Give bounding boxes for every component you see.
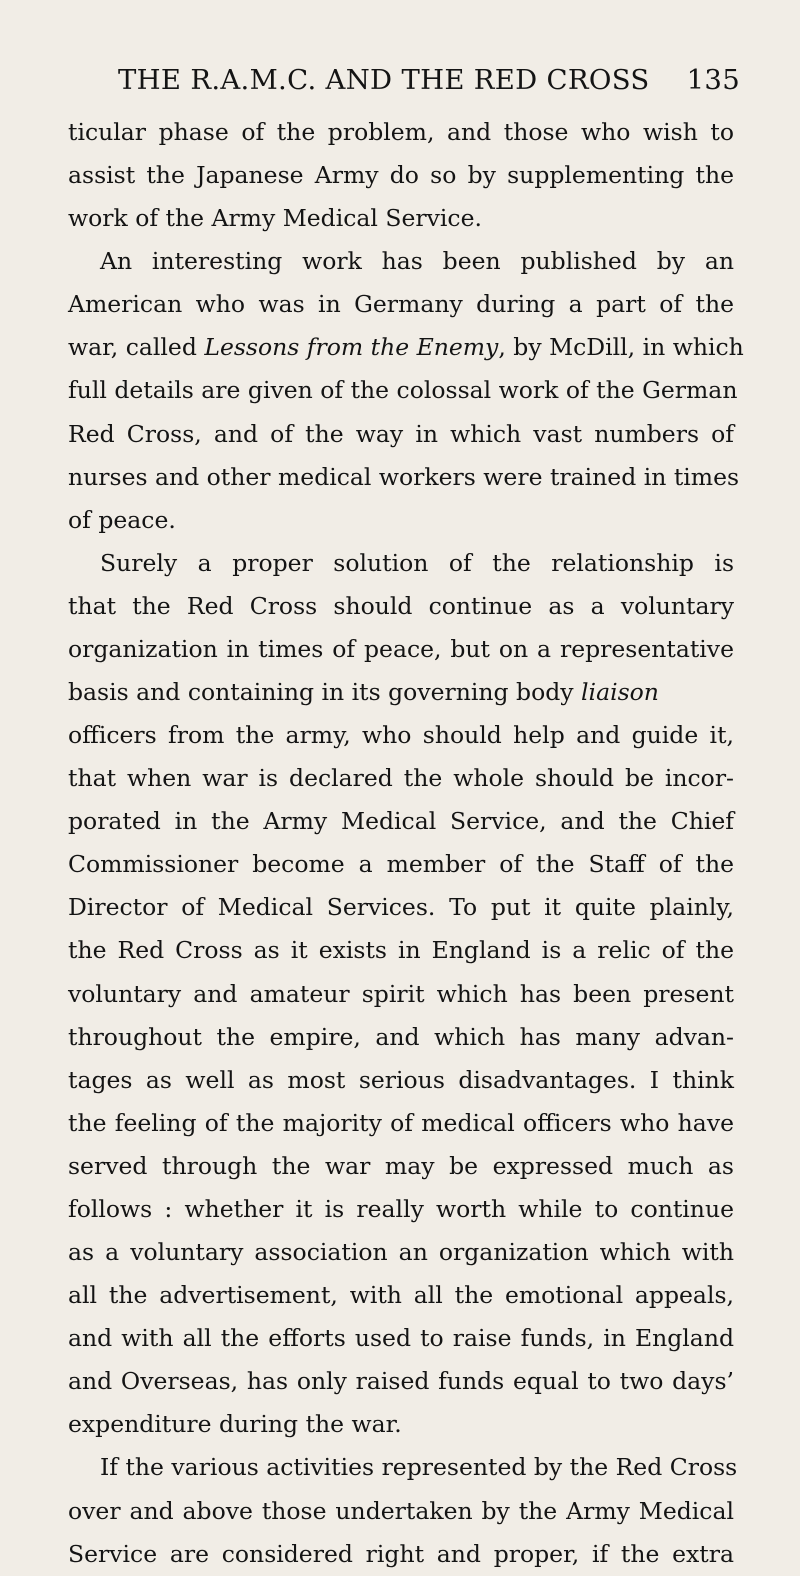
italic-text: Lessons from the Enemy <box>204 333 499 362</box>
text-segment: nurses and other medical workers were trained in times <box>68 462 740 491</box>
text-segment: officers from the army, who should help and guide it, <box>68 721 734 750</box>
running-head <box>118 60 740 100</box>
text-segment: Red Cross, and of the way in which vast numbers of <box>68 419 734 448</box>
text-line <box>68 628 734 671</box>
running-title: THE R.A.M.C. AND THE RED CROSS <box>118 64 650 96</box>
page-number: 135 <box>686 64 740 96</box>
text-line <box>68 1016 734 1059</box>
text-segment: tages as well as most serious disadvantages. I think <box>68 1065 734 1094</box>
text-line <box>68 800 734 843</box>
text-segment: follows : whether it is really worth while to continue <box>68 1194 734 1223</box>
text-line <box>68 1145 734 1188</box>
text-line <box>68 542 734 585</box>
text-line <box>68 1231 734 1274</box>
text-line <box>68 456 740 499</box>
text-segment: and with all the efforts used to raise funds, in England <box>68 1324 734 1353</box>
text-segment: served through the war may be expressed much as <box>68 1151 734 1180</box>
text-segment: that the Red Cross should continue as a voluntary <box>68 591 734 620</box>
text-segment: full details are given of the colossal work of the German <box>68 376 738 405</box>
text-segment: the feeling of the majority of medical officers who have <box>68 1108 734 1137</box>
italic-text: liaison <box>581 678 659 707</box>
text-line <box>68 1360 734 1403</box>
text-line <box>68 1102 734 1145</box>
text-line <box>68 973 734 1016</box>
text-segment: voluntary and amateur spirit which has been present <box>68 979 734 1008</box>
text-segment: over and above those undertaken by the Army Medical <box>68 1496 734 1525</box>
text-line <box>68 283 734 326</box>
text-line <box>68 714 734 757</box>
text-segment: as a voluntary association an organization which with <box>68 1238 734 1267</box>
text-segment: ticular phase of the problem, and those who wish to <box>68 118 734 146</box>
text-line <box>68 111 734 154</box>
text-line <box>68 1490 734 1533</box>
text-line <box>68 369 738 412</box>
text-line <box>68 1403 734 1446</box>
text-line <box>68 1317 734 1360</box>
text-line <box>68 585 734 628</box>
text-line <box>68 1188 734 1231</box>
text-segment: Surely a proper solution of the relationship is <box>100 548 734 577</box>
text-segment: the Red Cross as it exists in England is a relic of the <box>68 936 734 965</box>
text-line <box>68 197 734 240</box>
text-segment: An interesting work has been published by an <box>100 247 734 276</box>
text-line <box>68 886 734 929</box>
text-segment: American who was in Germany during a part of the <box>68 290 734 319</box>
text-line <box>68 1059 734 1102</box>
text-line <box>68 413 734 456</box>
text-line <box>68 154 734 197</box>
text-segment: expenditure during the war. <box>68 1410 402 1439</box>
text-segment: throughout the empire, and which has many advan- <box>68 1022 734 1051</box>
text-segment: work of the Army Medical Service. <box>68 204 482 233</box>
text-segment: of peace. <box>68 505 176 534</box>
text-line <box>68 326 744 369</box>
text-segment: and Overseas, has only raised funds equal to two days’ <box>68 1367 734 1396</box>
text-line <box>68 671 734 714</box>
text-segment: war, called <box>68 333 205 362</box>
text-line <box>68 240 734 283</box>
text-line <box>68 843 734 886</box>
text-line <box>68 1446 738 1489</box>
text-segment: If the various activities represented by the Red Cross <box>100 1453 738 1482</box>
text-segment: , by McDill, in which <box>498 333 744 362</box>
text-segment: Service are considered right and proper, if the extra <box>68 1539 734 1568</box>
body-text <box>68 111 744 1576</box>
text-segment: porated in the Army Medical Service, and the Chief <box>68 807 734 836</box>
text-segment: Commissioner become a member of the Staff of the <box>68 850 734 879</box>
text-line <box>68 757 734 800</box>
text-segment: Director of Medical Services. To put it quite plainly, <box>68 893 734 922</box>
text-line <box>68 929 734 972</box>
text-segment: assist the Japanese Army do so by supplementing the <box>68 161 734 190</box>
text-segment: all the advertisement, with all the emotional appeals, <box>68 1281 734 1310</box>
text-line <box>68 1533 734 1576</box>
text-line <box>68 499 734 542</box>
text-segment: organization in times of peace, but on a representative <box>68 634 734 663</box>
text-line <box>68 1274 734 1317</box>
text-segment: that when war is declared the whole should be incor- <box>68 764 734 793</box>
text-segment: basis and containing in its governing body <box>68 678 582 707</box>
